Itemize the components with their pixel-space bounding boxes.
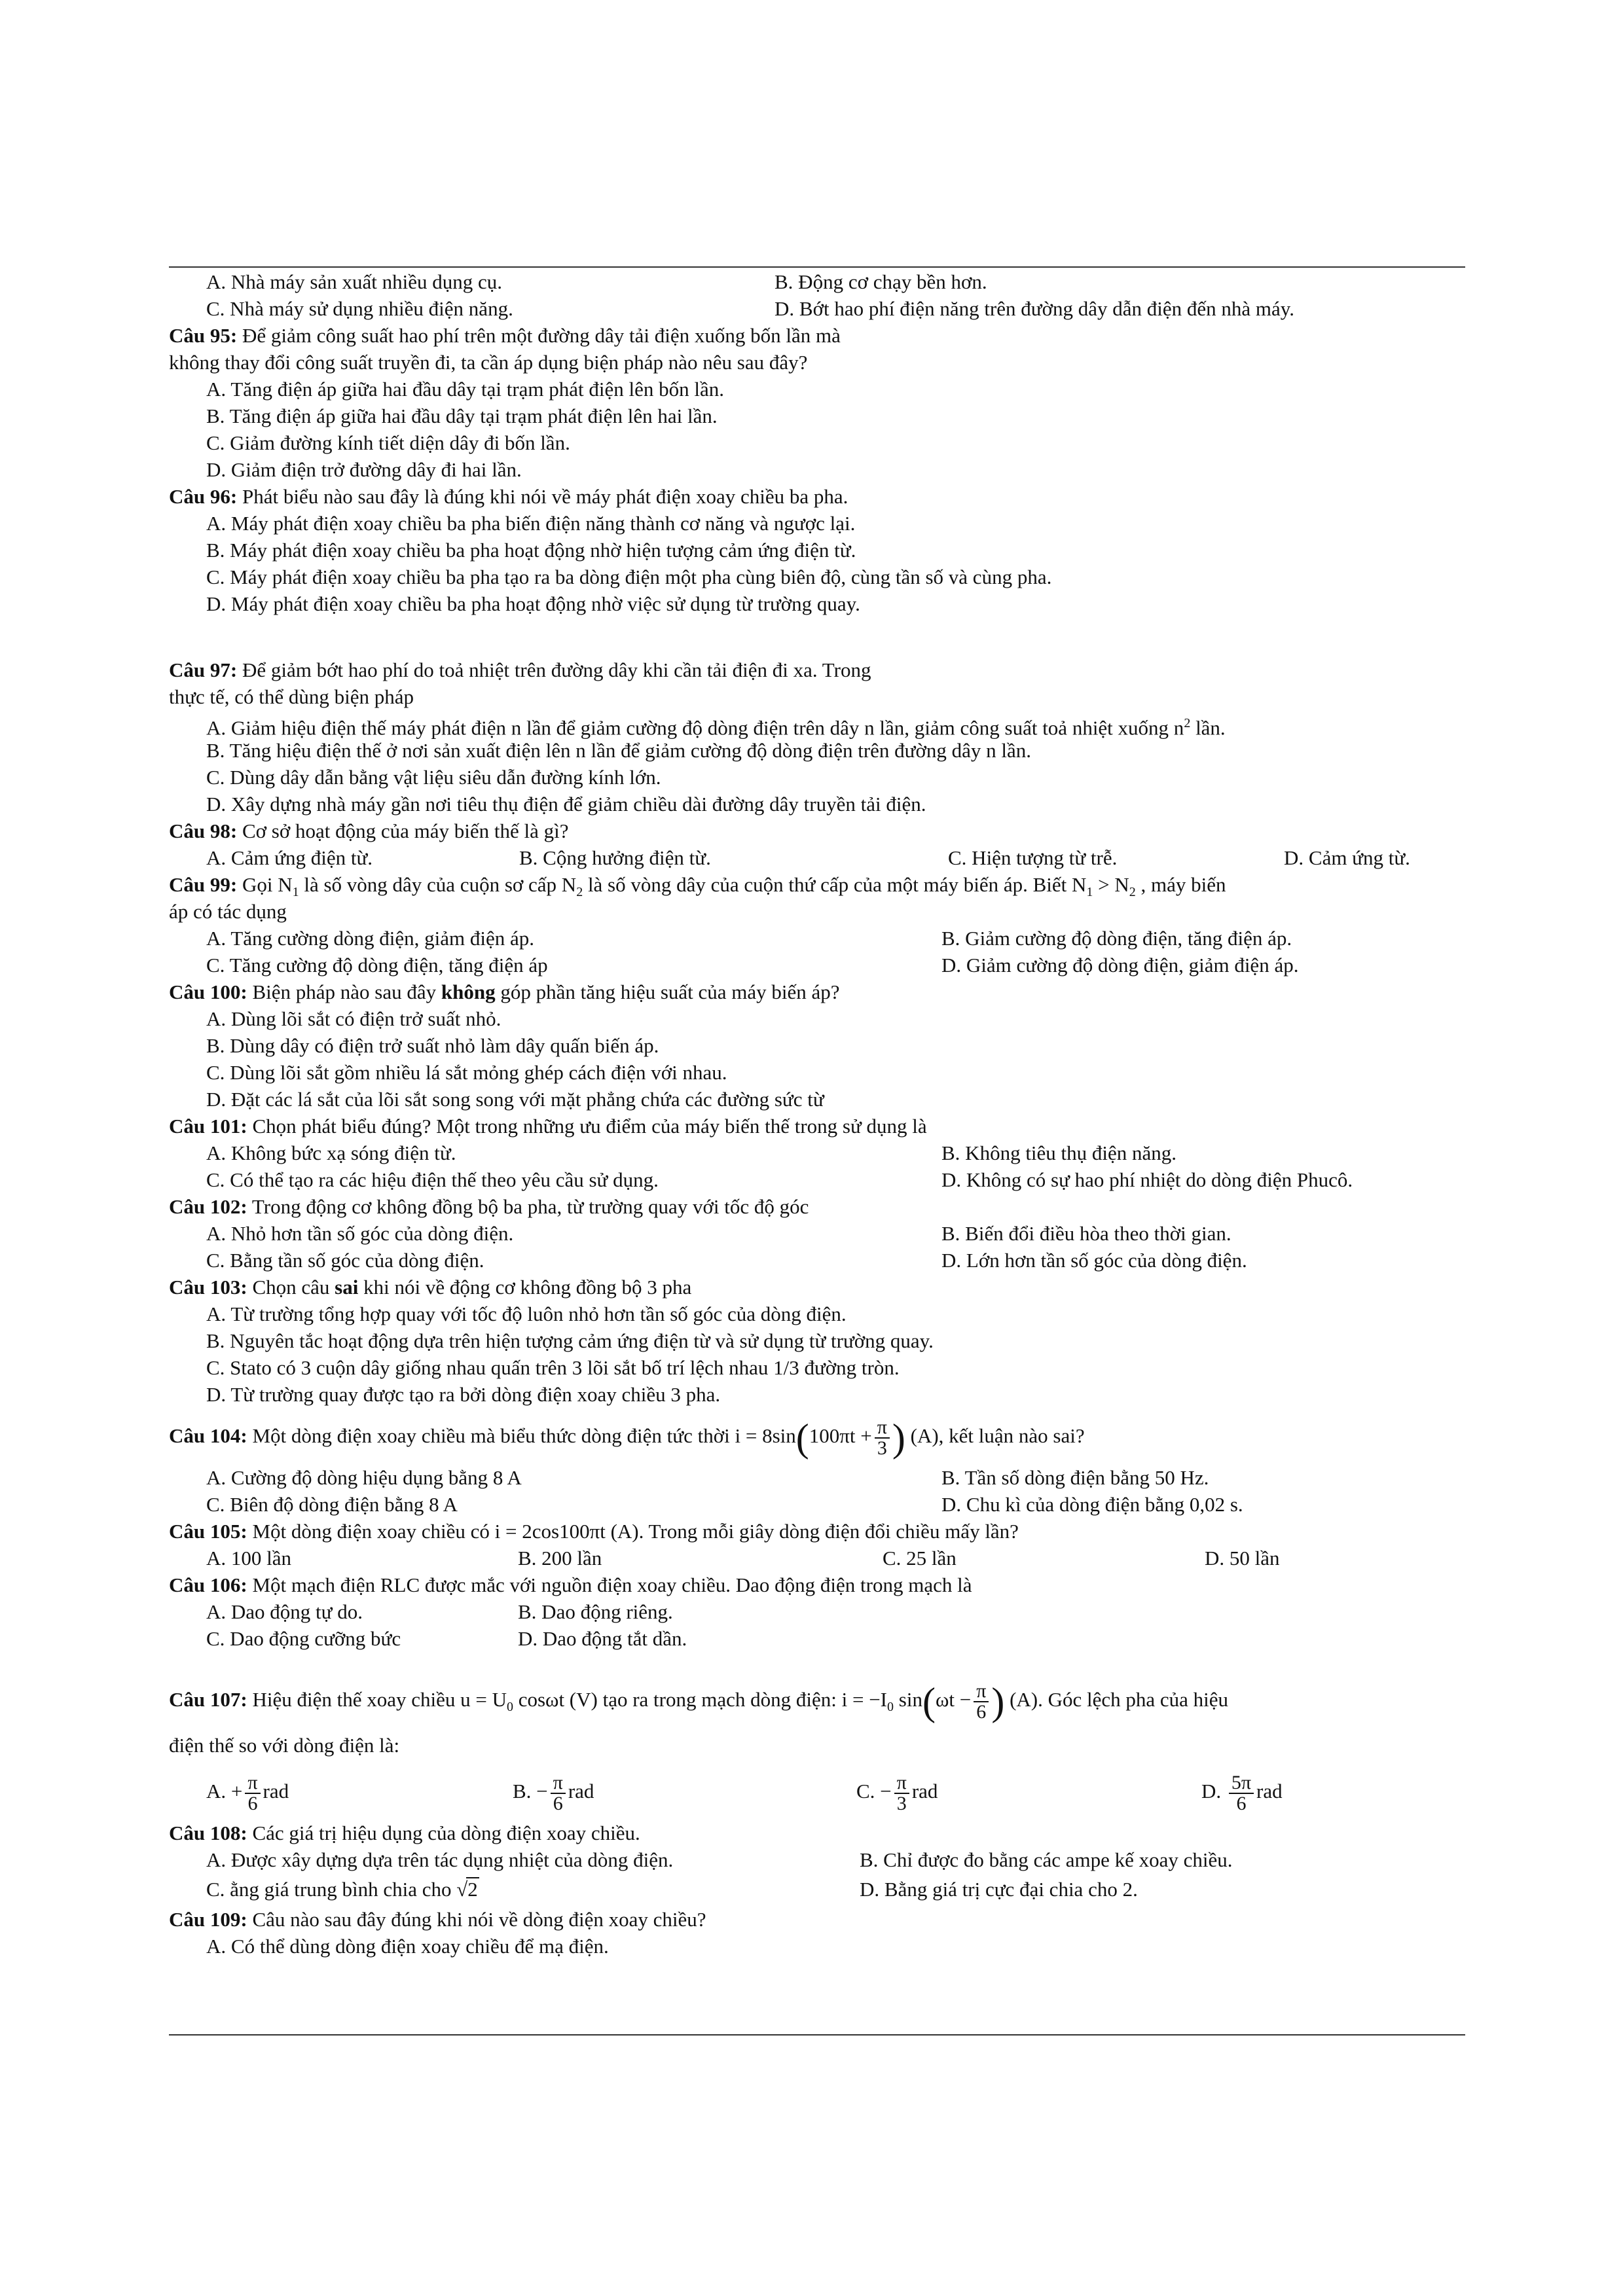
option-a: A. Tăng cường dòng điện, giảm điện áp. [206, 927, 534, 950]
fraction-numerator: π [551, 1773, 566, 1794]
question-text: sin [894, 1688, 922, 1711]
answer-row [169, 1598, 1465, 1625]
option-b: B. Giảm cường độ dòng điện, tăng điện áp. [941, 927, 1292, 950]
option-b: B. Tăng hiệu điện thế ở nơi sản xuất điện lên n lần để giảm cường độ dòng điện trên đường dây n lần. [206, 739, 1031, 762]
option-b: B. Động cơ chạy bền hơn. [775, 270, 987, 293]
subscript: 2 [576, 885, 583, 900]
answer-row [169, 1464, 1465, 1491]
question-text: Gọi N [237, 873, 293, 896]
fraction-denominator: 6 [553, 1792, 563, 1814]
option-b: B. Biến đổi điều hòa theo thời gian. [941, 1222, 1231, 1245]
question-text-cont: không thay đổi công suất truyền đi, ta cần áp dụng biện pháp nào nêu sau đây? [169, 351, 808, 374]
question-text: Chọn câu [247, 1276, 335, 1299]
option-d: D. Máy phát điện xoay chiều ba pha hoạt động nhờ việc sử dụng từ trường quay. [206, 592, 860, 615]
fraction-denominator: 3 [877, 1437, 887, 1459]
question-label: Câu 97: [169, 658, 238, 681]
question-text: Một dòng điện xoay chiều mà biểu thức dòng điện tức thời i = 8sin [247, 1424, 796, 1447]
question-label: Câu 101: [169, 1115, 247, 1138]
formula-text: 100πt + [809, 1424, 872, 1447]
unit: rad [911, 1780, 938, 1803]
subscript: 0 [887, 1700, 894, 1715]
fraction [894, 1773, 909, 1814]
subscript: 2 [1129, 885, 1136, 900]
option-c: C. Máy phát điện xoay chiều ba pha tạo ra ba dòng điện một pha cùng biên độ, cùng tần số và cùng pha. [206, 565, 1052, 588]
option-a: A. Từ trường tổng hợp quay với tốc độ luôn nhỏ hơn tần số góc của dòng điện. [206, 1302, 847, 1325]
question-label: Câu 108: [169, 1821, 247, 1844]
fraction-denominator: 6 [976, 1700, 987, 1723]
option-a: A. Tăng điện áp giữa hai đầu dây tại trạm phát điện lên bốn lần. [206, 378, 724, 401]
unit: rad [263, 1780, 289, 1803]
subscript: 1 [292, 885, 299, 900]
fraction [245, 1773, 260, 1814]
question-100 [169, 978, 1465, 1005]
question-label: Câu 109: [169, 1908, 247, 1931]
question-text: > N [1093, 873, 1129, 896]
question-label: Câu 104: [169, 1424, 247, 1447]
question-label: Câu 95: [169, 324, 238, 347]
fraction-denominator: 6 [247, 1792, 258, 1814]
question-text: là số vòng dây của cuộn thứ cấp của một máy biến áp. Biết N [583, 873, 1087, 896]
question-95 [169, 322, 1465, 349]
option-c: C. Dùng dây dẫn bằng vật liệu siêu dẫn đường kính lớn. [206, 766, 661, 789]
option-a: A. Cảm ứng điện từ. [206, 846, 373, 869]
option-d: D. Cảm ứng từ. [1284, 846, 1410, 869]
option-b: B. Tăng điện áp giữa hai đầu dây tại trạm phát điện lên hai lần. [206, 404, 718, 427]
question-text: cosωt (V) tạo ra trong mạch dòng điện: i = −I [513, 1688, 888, 1711]
exponent: 2 [1184, 716, 1191, 730]
answer-row [169, 1846, 1465, 1873]
option-b [513, 1763, 594, 1820]
option-b: B. Nguyên tắc hoạt động dựa trên hiện tượng cảm ứng điện từ và sử dụng từ trường quay. [206, 1329, 934, 1352]
question-label: Câu 107: [169, 1688, 247, 1711]
answer-row [169, 1220, 1465, 1247]
unit: rad [568, 1780, 594, 1803]
question-text: (A), kết luận nào sai? [905, 1424, 1085, 1447]
question-text: Các giá trị hiệu dụng của dòng điện xoay chiều. [247, 1821, 640, 1844]
question-107 [169, 1672, 1465, 1728]
question-108 [169, 1820, 1465, 1846]
option-b: B. Máy phát điện xoay chiều ba pha hoạt động nhờ hiện tượng cảm ứng điện từ. [206, 539, 856, 562]
option-a-text: A. Giảm hiệu điện thế máy phát điện n lần để giảm cường độ dòng điện trên dây n lần, giảm công suất toả nhiệt xuống n [206, 716, 1184, 740]
option-c: C. Dao động cưỡng bức [206, 1627, 401, 1650]
question-97 [169, 656, 1465, 683]
fraction-numerator: 5π [1229, 1773, 1254, 1794]
question-text: Một mạch điện RLC được mắc với nguồn điện xoay chiều. Dao động điện trong mạch là [247, 1573, 972, 1596]
option-c: C. ằng giá trung bình chia cho √2 [206, 1878, 478, 1901]
option-d: D. Lớn hơn tần số góc của dòng điện. [941, 1249, 1247, 1272]
option-b: B. Tần số dòng điện bằng 50 Hz. [941, 1466, 1209, 1489]
bottom-rule [169, 2034, 1465, 2036]
question-text-cont: áp có tác dụng [169, 900, 287, 923]
option-b: B. Không tiêu thụ điện năng. [941, 1141, 1177, 1164]
question-label: Câu 106: [169, 1573, 247, 1596]
question-text: , máy biến [1135, 873, 1226, 896]
question-101 [169, 1113, 1465, 1139]
question-text: Trong động cơ không đồng bộ ba pha, từ trường quay với tốc độ góc [247, 1195, 809, 1218]
question-text: Để giảm bớt hao phí do toả nhiệt trên đường dây khi cần tải điện đi xa. Trong [237, 658, 871, 681]
document-page [169, 268, 1465, 1960]
option-a: A. Được xây dựng dựa trên tác dụng nhiệt của dòng điện. [206, 1848, 674, 1871]
emphasis: không [441, 980, 496, 1003]
question-text: Để giảm công suất hao phí trên một đường dây tải điện xuống bốn lần mà [237, 324, 841, 347]
option-c: C. Hiện tượng từ trễ. [948, 846, 1118, 869]
option-c: C. Biên độ dòng điện bằng 8 A [206, 1493, 458, 1516]
question-104 [169, 1408, 1465, 1464]
question-105 [169, 1518, 1465, 1545]
answer-row [169, 1763, 1465, 1820]
answer-row [169, 1545, 1465, 1571]
question-text-cont: thực tế, có thể dùng biện pháp [169, 685, 414, 708]
answer-row [169, 1139, 1465, 1166]
question-text: (A). Góc lệch pha của hiệu [1004, 1688, 1229, 1711]
option-d: D. 50 lần [1205, 1547, 1280, 1570]
option-d: D. Giảm cường độ dòng điện, giảm điện áp. [941, 954, 1299, 977]
question-text: Phát biểu nào sau đây là đúng khi nói về máy phát điện xoay chiều ba pha. [237, 485, 848, 508]
option-d: D. Bằng giá trị cực đại chia cho 2. [860, 1878, 1138, 1901]
question-103 [169, 1274, 1465, 1300]
question-label: Câu 103: [169, 1276, 247, 1299]
question-text: Câu nào sau đây đúng khi nói về dòng điện xoay chiều? [247, 1908, 706, 1931]
option-a: A. Nhỏ hơn tần số góc của dòng điện. [206, 1222, 514, 1245]
fraction [551, 1773, 566, 1814]
question-text: Một dòng điện xoay chiều có i = 2cos100πt (A). Trong mỗi giây dòng điện đổi chiều mấy lần? [247, 1520, 1019, 1543]
question-label: Câu 99: [169, 873, 238, 896]
option-c: C. Dùng lõi sắt gồm nhiều lá sắt mỏng ghép cách điện với nhau. [206, 1061, 727, 1084]
fraction-numerator: π [245, 1773, 260, 1794]
answer-row [169, 952, 1465, 978]
question-label: Câu 96: [169, 485, 238, 508]
option-c: C. Nhà máy sử dụng nhiều điện năng. [206, 297, 513, 320]
option-c: C. Stato có 3 cuộn dây giống nhau quấn trên 3 lõi sắt bố trí lệch nhau 1/3 đường tròn. [206, 1356, 900, 1379]
option-d [1201, 1763, 1283, 1820]
option-c: C. Có thể tạo ra các hiệu điện thế theo yêu cầu sử dụng. [206, 1168, 659, 1191]
question-102 [169, 1193, 1465, 1220]
option-a: A. Nhà máy sản xuất nhiều dụng cụ. [206, 270, 502, 293]
answer-row [169, 844, 1465, 871]
answer-row [169, 925, 1465, 952]
option-d: D. Đặt các lá sắt của lõi sắt song song với mặt phẳng chứa các đường sức từ [206, 1088, 824, 1111]
option-d-prefix: D. [1201, 1780, 1226, 1803]
formula-paren: ) [892, 1416, 905, 1460]
option-c-text: C. ằng giá trung bình chia cho [206, 1878, 457, 1901]
question-109 [169, 1906, 1465, 1933]
question-text: Hiệu điện thế xoay chiều u = U [247, 1688, 507, 1711]
option-d: D. Dao động tắt dần. [518, 1627, 687, 1650]
question-text: khi nói về động cơ không đồng bộ 3 pha [358, 1276, 692, 1299]
top-rule [169, 266, 1465, 268]
option-d: D. Từ trường quay được tạo ra bởi dòng điện xoay chiều 3 pha. [206, 1383, 721, 1406]
option-a: A. Cường độ dòng hiệu dụng bằng 8 A [206, 1466, 522, 1489]
fraction-numerator: π [974, 1681, 989, 1702]
unit: rad [1256, 1780, 1283, 1803]
option-a: A. Dao động tự do. [206, 1600, 363, 1623]
subscript: 1 [1086, 885, 1093, 900]
option-d: D. Bớt hao phí điện năng trên đường dây dẫn điện đến nhà máy. [775, 297, 1294, 320]
answer-row [169, 1247, 1465, 1274]
question-98 [169, 817, 1465, 844]
formula-paren: ( [922, 1679, 936, 1723]
option-b: B. Dao động riêng. [518, 1600, 673, 1623]
question-106 [169, 1571, 1465, 1598]
option-c: C. Bằng tần số góc của dòng điện. [206, 1249, 484, 1272]
option-b: B. Cộng hưởng điện từ. [519, 846, 711, 869]
option-a: A. Dùng lõi sắt có điện trở suất nhỏ. [206, 1007, 501, 1030]
option-b: B. Dùng dây có điện trở suất nhỏ làm dây quấn biến áp. [206, 1034, 659, 1057]
option-c: C. Tăng cường độ dòng điện, tăng điện áp [206, 954, 548, 977]
option-c [856, 1763, 938, 1820]
option-d: D. Xây dựng nhà máy gần nơi tiêu thụ điện để giảm chiều dài đường dây truyền tải điện. [206, 793, 926, 816]
answer-row [169, 1166, 1465, 1193]
answer-row [169, 295, 1465, 322]
option-a-prefix: A. + [206, 1780, 243, 1803]
option-c-prefix: C. − [856, 1780, 892, 1803]
answer-row [169, 1873, 1465, 1906]
option-d: D. Giảm điện trở đường dây đi hai lần. [206, 458, 522, 481]
question-label: Câu 100: [169, 980, 247, 1003]
fraction-denominator: 3 [896, 1792, 907, 1814]
fraction [974, 1681, 989, 1722]
option-a [206, 1763, 289, 1820]
answer-row [169, 1625, 1465, 1652]
option-a-end: lần. [1190, 716, 1226, 740]
option-c: C. 25 lần [883, 1547, 957, 1570]
question-label: Câu 98: [169, 819, 238, 842]
question-96 [169, 483, 1465, 510]
fraction-numerator: π [894, 1773, 909, 1794]
option-a: A. Máy phát điện xoay chiều ba pha biến điện năng thành cơ năng và ngược lại. [206, 512, 856, 535]
question-text: Cơ sở hoạt động của máy biến thế là gì? [237, 819, 569, 842]
emphasis: sai [335, 1276, 359, 1299]
option-c: C. Giảm đường kính tiết diện dây đi bốn lần. [206, 431, 570, 454]
formula-text: ωt − [935, 1688, 972, 1711]
fraction-denominator: 6 [1236, 1792, 1247, 1814]
option-d: D. Không có sự hao phí nhiệt do dòng điện Phucô. [941, 1168, 1353, 1191]
formula-paren: ) [991, 1679, 1005, 1723]
question-text: Biện pháp nào sau đây [247, 980, 441, 1003]
question-text: là số vòng dây của cuộn sơ cấp N [299, 873, 577, 896]
question-text-cont: điện thế so với dòng điện là: [169, 1734, 400, 1757]
option-b: B. 200 lần [518, 1547, 602, 1570]
question-label: Câu 105: [169, 1520, 247, 1543]
formula-paren: ( [795, 1416, 809, 1460]
answer-row [169, 1491, 1465, 1518]
question-text: góp phần tăng hiệu suất của máy biến áp? [495, 980, 840, 1003]
question-text: Chọn phát biểu đúng? Một trong những ưu điểm của máy biến thế trong sử dụng là [247, 1115, 927, 1138]
option-a: A. Không bức xạ sóng điện từ. [206, 1141, 456, 1164]
option-a: A. 100 lần [206, 1547, 292, 1570]
subscript: 0 [506, 1700, 513, 1715]
option-a: A. Có thể dùng dòng điện xoay chiều để mạ điện. [206, 1935, 609, 1958]
option-b-prefix: B. − [513, 1780, 548, 1803]
radicand: 2 [467, 1878, 478, 1901]
option-b: B. Chỉ được đo bằng các ampe kế xoay chiều. [860, 1848, 1233, 1871]
answer-row [169, 268, 1465, 295]
question-label: Câu 102: [169, 1195, 247, 1218]
option-d: D. Chu kì của dòng điện bằng 0,02 s. [941, 1493, 1243, 1516]
fraction [1229, 1773, 1254, 1814]
question-99 [169, 871, 1465, 898]
fraction-numerator: π [875, 1418, 890, 1439]
fraction [875, 1418, 890, 1458]
